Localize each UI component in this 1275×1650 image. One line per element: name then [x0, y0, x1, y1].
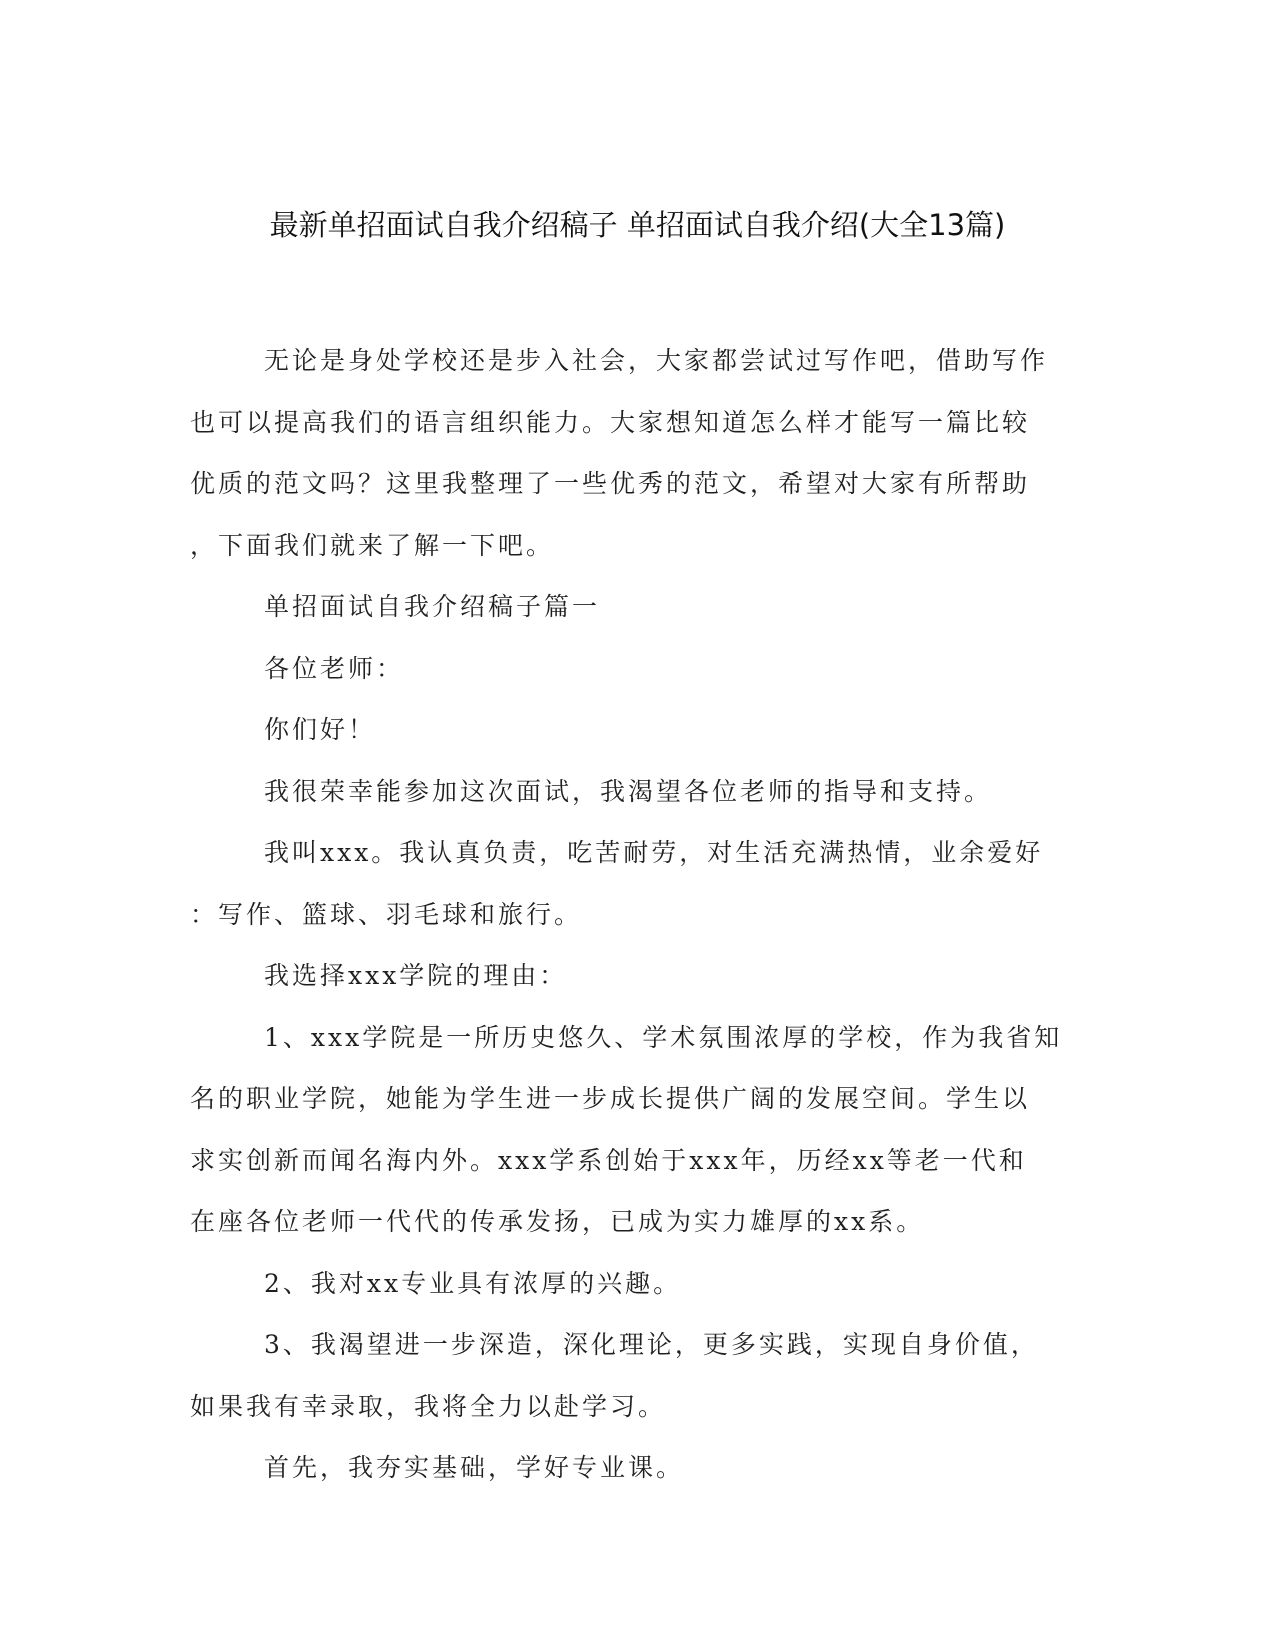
paragraph-line: ，下面我们就来了解一下吧。 [190, 530, 555, 560]
document-title: 最新单招面试自我介绍稿子 单招面试自我介绍(大全13篇) [269, 208, 1006, 242]
paragraph-line: 优质的范文吗？这里我整理了一些优秀的范文，希望对大家有所帮助 [190, 469, 1031, 498]
list-item-line: 名的职业学院，她能为学生进一步成长提供广阔的发展空间。学生以 [190, 1084, 1031, 1113]
list-item-line: 3、我渴望进一步深造，深化理论，更多实践，实现自身价值， [264, 1330, 1039, 1359]
greeting: 你们好！ [264, 715, 377, 744]
paragraph-line: 无论是身处学校还是步入社会，大家都尝试过写作吧，借助写作 [264, 346, 1049, 375]
paragraph-line: 首先，我夯实基础，学好专业课。 [264, 1453, 685, 1482]
section-heading: 单招面试自我介绍稿子篇一 [264, 592, 601, 621]
paragraph-line: ：写作、篮球、羽毛球和旅行。 [190, 899, 583, 929]
list-item-line: 求实创新而闻名海内外。xxx学系创始于xxx年，历经xx等老一代和 [190, 1145, 1027, 1175]
paragraph-line: 我很荣幸能参加这次面试，我渴望各位老师的指导和支持。 [264, 776, 993, 806]
document-body [190, 330, 1090, 1499]
list-item-line: 在座各位老师一代代的传承发扬，已成为实力雄厚的xx系。 [190, 1207, 925, 1236]
paragraph-line: 也可以提高我们的语言组织能力。大家想知道怎么样才能写一篇比较 [190, 407, 1031, 437]
list-item-line: 1、xxx学院是一所历史悠久、学术氛围浓厚的学校，作为我省知 [264, 1022, 1063, 1052]
salutation: 各位老师： [264, 653, 405, 683]
paragraph-line: 我叫xxx。我认真负责，吃苦耐劳，对生活充满热情，业余爱好 [264, 838, 1044, 867]
list-item-line: 如果我有幸录取，我将全力以赴学习。 [190, 1391, 667, 1421]
list-item-line: 2、我对xx专业具有浓厚的兴趣。 [264, 1268, 682, 1298]
paragraph-line: 我选择xxx学院的理由： [264, 961, 568, 990]
